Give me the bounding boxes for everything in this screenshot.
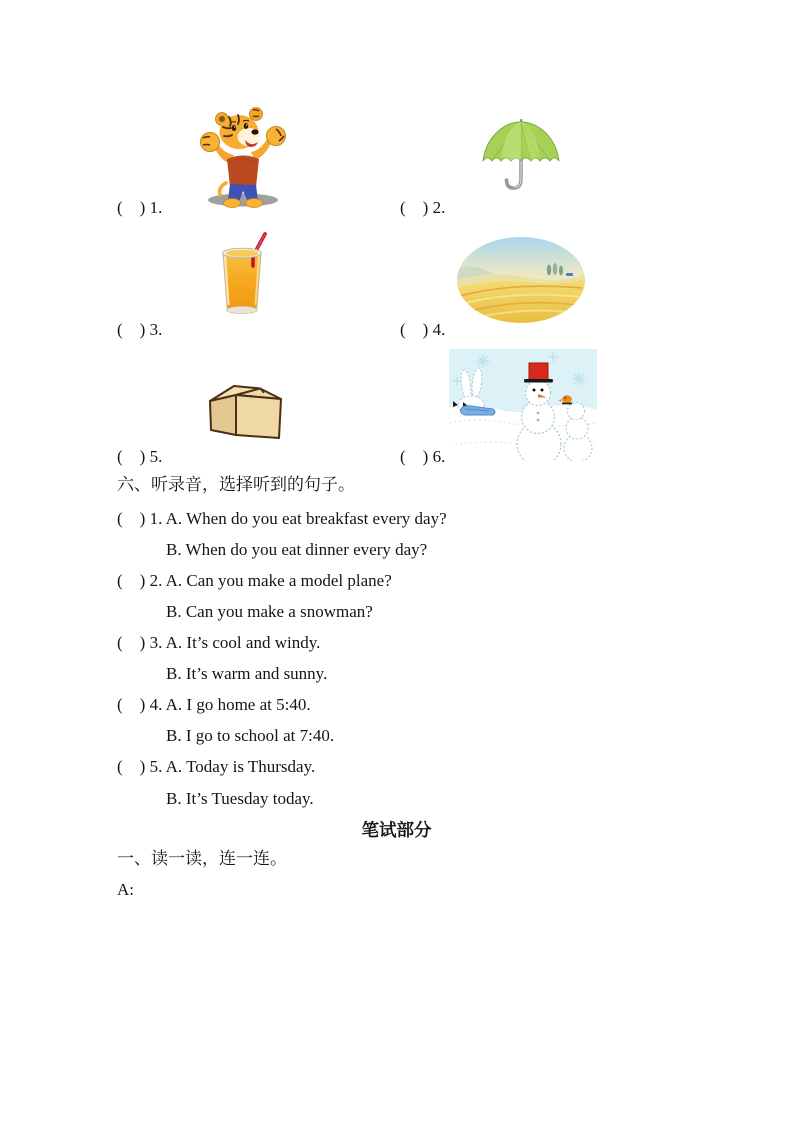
picture-item-2-label: ( ) 2. <box>400 198 446 217</box>
snowman-illustration <box>449 349 597 461</box>
section-six-heading: 六、听录音，选择听到的句子。 <box>117 475 355 494</box>
picture-item-5-label: ( ) 5. <box>117 447 163 466</box>
picture-item-3-label: ( ) 3. <box>117 320 163 339</box>
written-item-a-label: A: <box>117 880 134 899</box>
question-2-option-a: ( ) 2. A. Can you make a model plane? <box>117 571 392 590</box>
picture-item-6-label: ( ) 6. <box>400 447 446 466</box>
box-image <box>200 365 290 443</box>
umbrella-illustration <box>477 117 565 197</box>
question-5-option-a: ( ) 5. A. Today is Thursday. <box>117 757 316 776</box>
picture-item-1-label: ( ) 1. <box>117 198 163 217</box>
field-illustration <box>456 236 586 324</box>
question-3-option-a: ( ) 3. A. It’s cool and windy. <box>117 633 321 652</box>
snowman-image <box>449 349 597 461</box>
picture-item-4-label: ( ) 4. <box>400 320 446 339</box>
juice-illustration <box>210 230 274 316</box>
written-part-one-heading: 一、读一读，连一连。 <box>117 849 287 868</box>
question-4-option-a: ( ) 4. A. I go home at 5:40. <box>117 695 311 714</box>
question-1-option-b: B. When do you eat dinner every day? <box>166 540 428 559</box>
question-2-option-b: B. Can you make a snowman? <box>166 602 373 621</box>
written-section-title: 笔试部分 <box>361 820 432 840</box>
juice-image <box>210 230 274 316</box>
umbrella-image <box>477 117 565 197</box>
question-5-option-b: B. It’s Tuesday today. <box>166 789 314 808</box>
tiger-illustration <box>193 105 293 208</box>
question-4-option-b: B. I go to school at 7:40. <box>166 726 335 745</box>
field-image <box>456 236 586 324</box>
question-3-option-b: B. It’s warm and sunny. <box>166 664 328 683</box>
question-1-option-a: ( ) 1. A. When do you eat breakfast every day? <box>117 509 447 528</box>
tiger-image <box>193 105 293 208</box>
box-illustration <box>200 365 290 443</box>
